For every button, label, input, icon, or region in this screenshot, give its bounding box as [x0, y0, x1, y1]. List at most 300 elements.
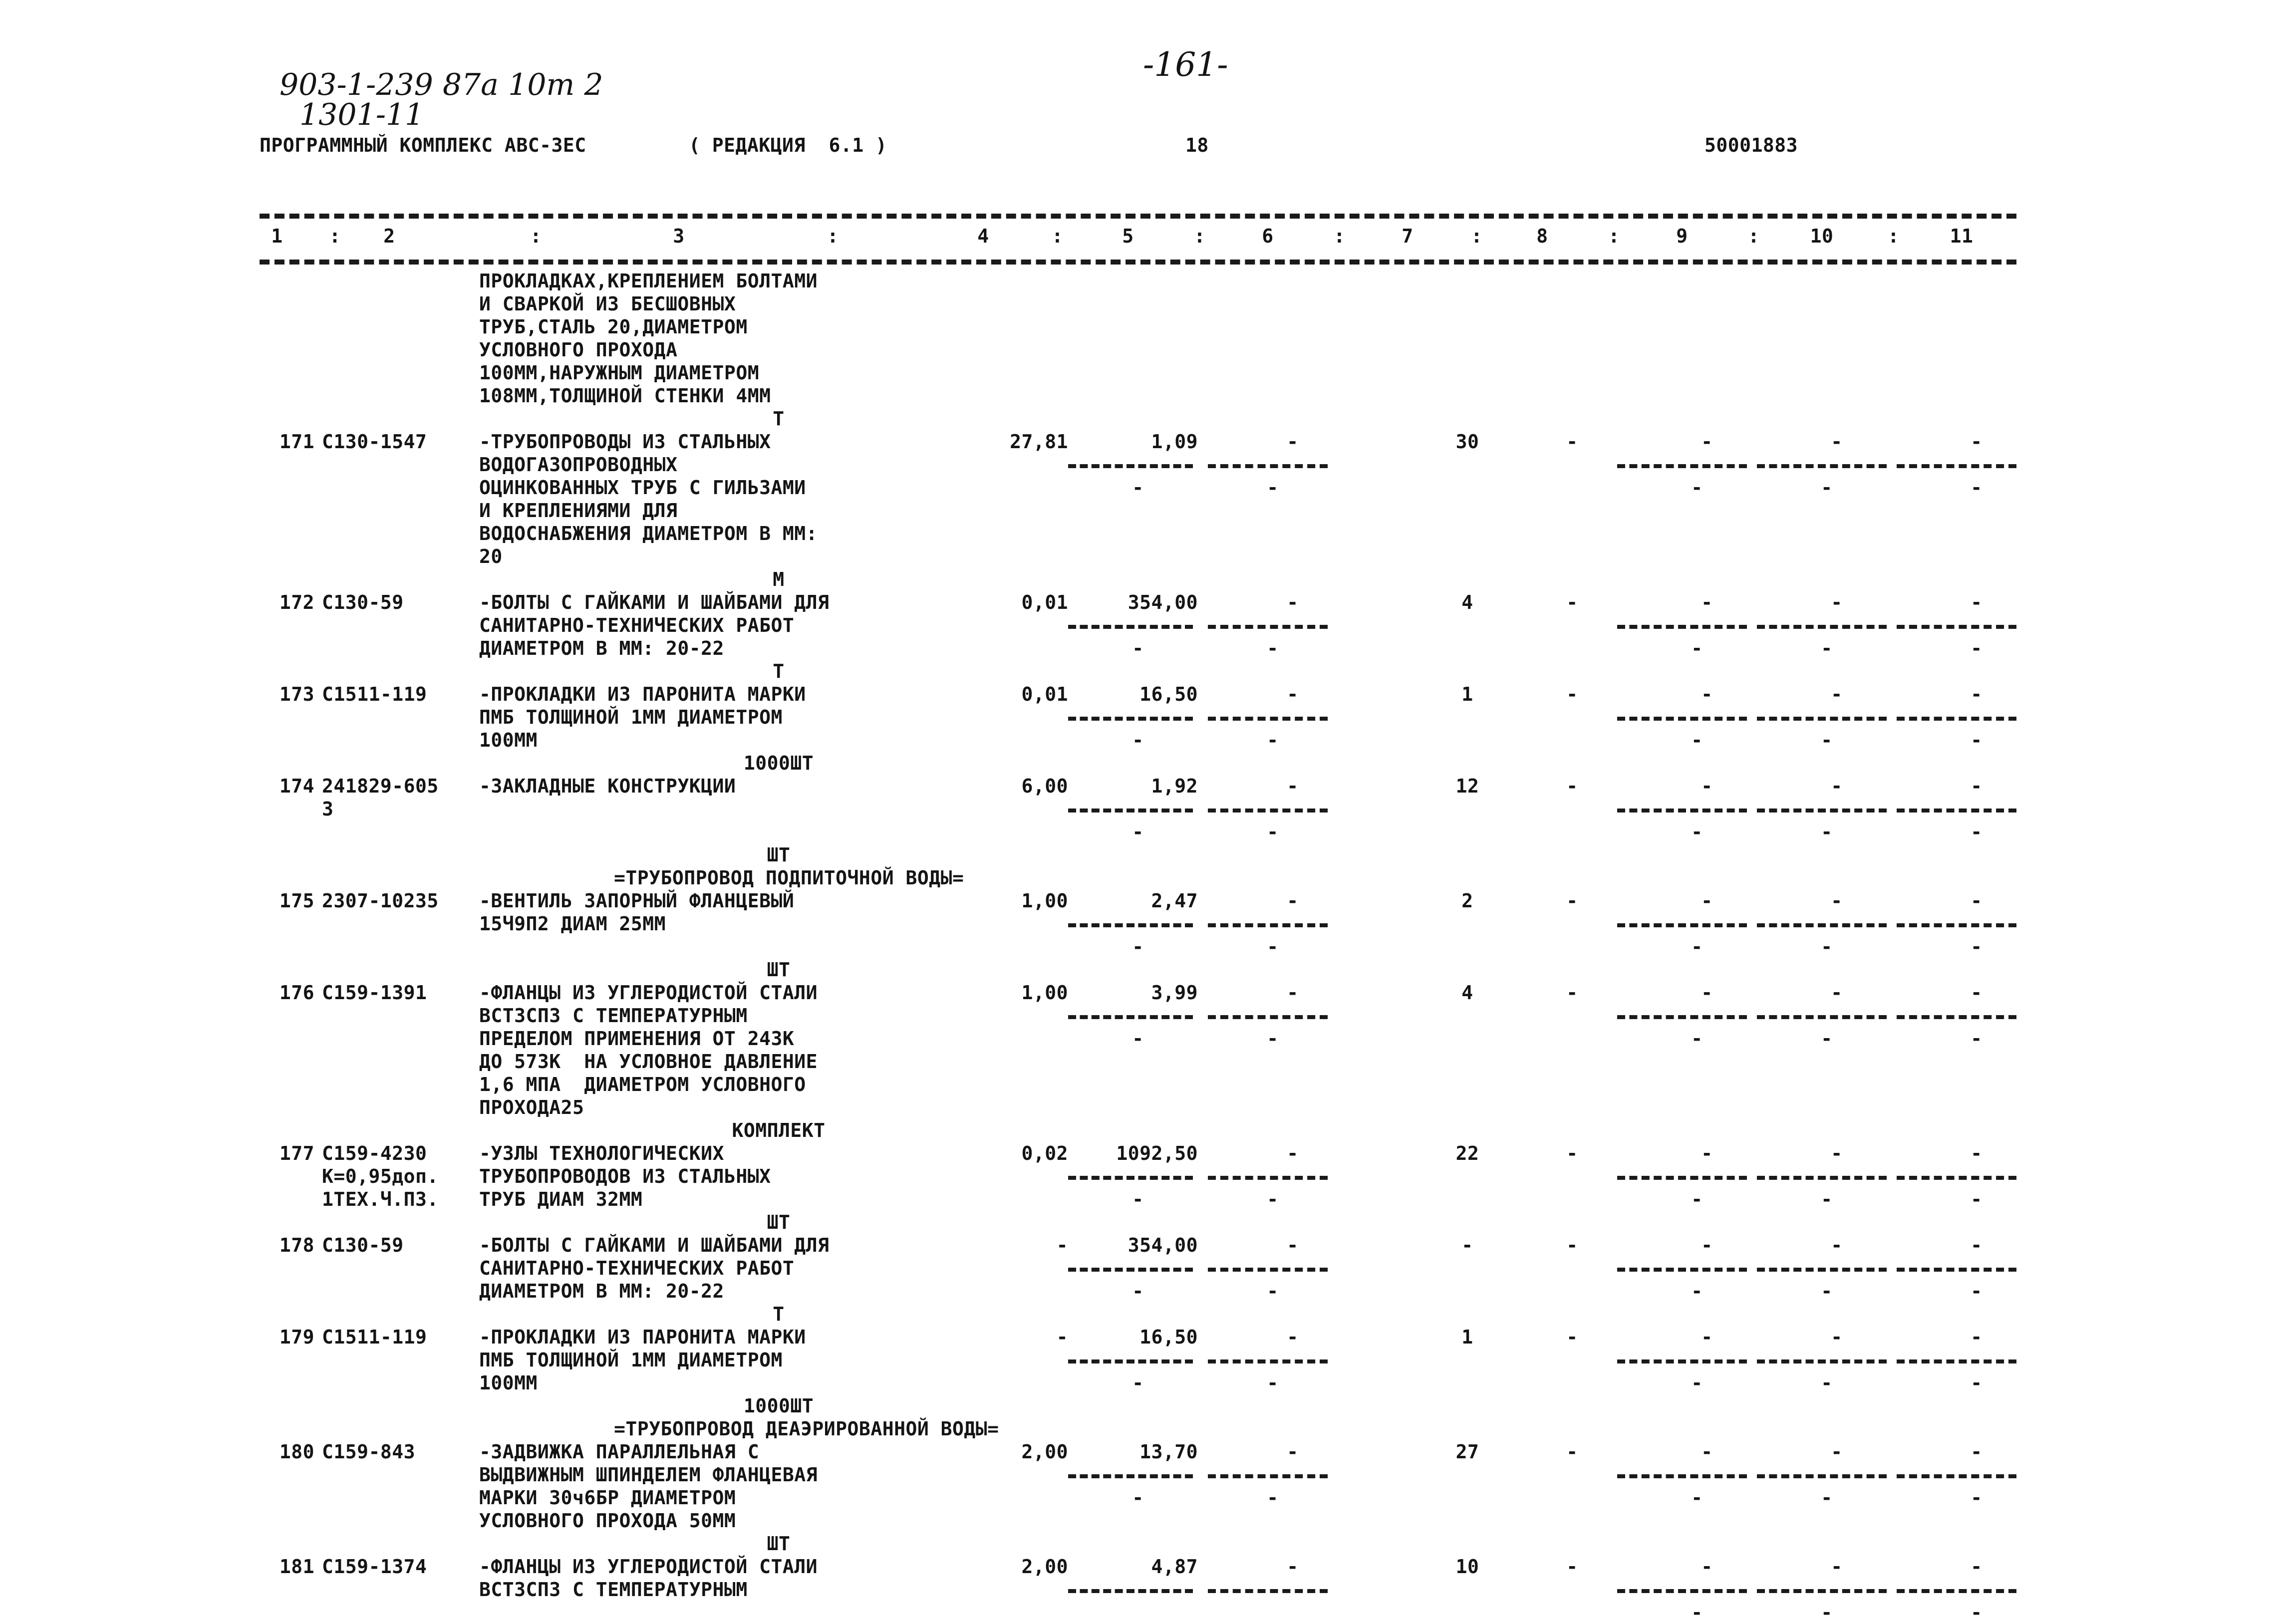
value-col7: 4 — [1461, 591, 1473, 613]
row-number: 171 — [279, 431, 314, 453]
value-col7: 4 — [1461, 982, 1473, 1004]
column-number: 6 — [1262, 225, 1274, 247]
value-col9: - — [1701, 431, 1713, 453]
value-col9: - — [1701, 775, 1713, 797]
column-separator: : — [827, 225, 839, 247]
section-heading: =ТРУБОПРОВОД ДЕАЭРИРОВАННОЙ ВОДЫ= — [614, 1418, 999, 1440]
description-line: ОЦИНКОВАННЫХ ТРУБ С ГИЛЬЗАМИ — [479, 477, 806, 499]
subtotal-rule — [1757, 1589, 1887, 1593]
value-col10: - — [1831, 775, 1843, 797]
sheet-number: 18 — [1185, 134, 1209, 156]
subtotal-rule — [1757, 717, 1887, 721]
lower-value-col5: - — [1132, 1280, 1144, 1302]
description-line: -ПРОКЛАДКИ ИЗ ПАРОНИТА МАРКИ — [479, 1326, 806, 1348]
value-col6: - — [1287, 1326, 1299, 1348]
unit-price: 1,92 — [1151, 775, 1198, 797]
description-line: ВЫДВИЖНЫМ ШПИНДЕЛЕМ ФЛАНЦЕВАЯ — [479, 1464, 818, 1486]
lower-value-col5: - — [1132, 729, 1144, 751]
lower-value-col9: - — [1691, 1487, 1703, 1509]
subtotal-rule — [1208, 1176, 1328, 1180]
subtotal-rule — [1897, 717, 2016, 721]
value-col11: - — [1971, 431, 1983, 453]
value-col10: - — [1831, 1556, 1843, 1578]
value-col8: - — [1566, 591, 1578, 613]
subtotal-rule — [1757, 1176, 1887, 1180]
value-col7: 22 — [1455, 1142, 1479, 1164]
program-edition: ( РЕДАКЦИЯ 6.1 ) — [689, 134, 887, 156]
lower-value-col10: - — [1821, 936, 1833, 958]
lower-value-col11: - — [1971, 1188, 1983, 1210]
value-col6: - — [1287, 1556, 1299, 1578]
lower-value-col9: - — [1691, 637, 1703, 659]
row-number: 179 — [279, 1326, 314, 1348]
description-line: ТРУБОПРОВОДОВ ИЗ СТАЛЬНЫХ — [479, 1165, 771, 1187]
subtotal-rule — [1757, 1359, 1887, 1363]
value-col9: - — [1701, 1142, 1713, 1164]
value-col6: - — [1287, 1234, 1299, 1256]
subtotal-rule — [1068, 1359, 1193, 1363]
value-col7: 2 — [1461, 890, 1473, 912]
lower-value-col6: - — [1267, 637, 1279, 659]
value-col11: - — [1971, 1556, 1983, 1578]
unit-price: 1,09 — [1151, 431, 1198, 453]
value-col6: - — [1287, 1142, 1299, 1164]
row-number: 177 — [279, 1142, 314, 1164]
description-line: ВСТ3СП3 С ТЕМПЕРАТУРНЫМ — [479, 1579, 748, 1601]
value-col6: - — [1287, 890, 1299, 912]
subtotal-rule — [1208, 1359, 1328, 1363]
subtotal-rule — [1617, 1015, 1747, 1019]
lower-value-col11: - — [1971, 729, 1983, 751]
lower-value-col6: - — [1267, 1280, 1279, 1302]
unit-of-measure: ШТ — [767, 959, 791, 981]
column-number: 10 — [1810, 225, 1834, 247]
lower-value-col9: - — [1691, 1028, 1703, 1050]
unit-of-measure: М — [773, 568, 785, 590]
subtotal-rule — [1068, 1474, 1193, 1478]
value-col7: - — [1461, 1234, 1473, 1256]
subtotal-rule — [1068, 717, 1193, 721]
resource-code: С159-1374 — [322, 1556, 427, 1578]
value-col9: - — [1701, 1326, 1713, 1348]
lower-value-col10: - — [1821, 1188, 1833, 1210]
description-line: 108ММ,ТОЛЩИНОЙ СТЕНКИ 4ММ — [479, 385, 771, 407]
subtotal-rule — [1617, 1359, 1747, 1363]
value-col9: - — [1701, 1556, 1713, 1578]
subtotal-rule — [1757, 1015, 1887, 1019]
resource-code: 3 — [322, 798, 334, 820]
column-number: 8 — [1536, 225, 1548, 247]
value-col10: - — [1831, 1142, 1843, 1164]
quantity: 1,00 — [1021, 890, 1068, 912]
subtotal-rule — [1068, 809, 1193, 812]
column-number: 11 — [1950, 225, 1974, 247]
lower-value-col10: - — [1821, 1487, 1833, 1509]
description-line: МАРКИ 30ч6БР ДИАМЕТРОМ — [479, 1487, 736, 1509]
lower-value-col5: - — [1132, 936, 1144, 958]
quantity: - — [1056, 1326, 1068, 1348]
row-number: 175 — [279, 890, 314, 912]
program-name: ПРОГРАММНЫЙ КОМПЛЕКС АВС-3ЕС — [260, 134, 586, 156]
row-number: 176 — [279, 982, 314, 1004]
value-col9: - — [1701, 890, 1713, 912]
value-col9: - — [1701, 1234, 1713, 1256]
subtotal-rule — [1897, 1268, 2016, 1272]
resource-code: К=0,95доп. — [322, 1165, 439, 1187]
column-separator: : — [329, 225, 341, 247]
lower-value-col9: - — [1691, 729, 1703, 751]
value-col10: - — [1831, 890, 1843, 912]
unit-price: 13,70 — [1139, 1441, 1198, 1463]
unit-of-measure: 1000ШТ — [743, 1395, 814, 1417]
column-separator: : — [1194, 225, 1206, 247]
lower-value-col10: - — [1821, 1372, 1833, 1394]
value-col10: - — [1831, 1326, 1843, 1348]
value-col7: 10 — [1455, 1556, 1479, 1578]
description-line: -ТРУБОПРОВОДЫ ИЗ СТАЛЬНЫХ — [479, 431, 771, 453]
row-number: 174 — [279, 775, 314, 797]
lower-value-col11: - — [1971, 477, 1983, 499]
subtotal-rule — [1897, 1015, 2016, 1019]
value-col9: - — [1701, 683, 1713, 705]
lower-value-col5: - — [1132, 1028, 1144, 1050]
lower-value-col10: - — [1821, 1280, 1833, 1302]
value-col8: - — [1566, 431, 1578, 453]
value-col8: - — [1566, 1326, 1578, 1348]
resource-code: 1ТЕХ.Ч.П3. — [322, 1188, 439, 1210]
column-number: 7 — [1402, 225, 1414, 247]
subtotal-rule — [1897, 1589, 2016, 1593]
resource-code: С159-1391 — [322, 982, 427, 1004]
lower-value-col11: - — [1971, 1602, 1983, 1624]
subtotal-rule — [1208, 1268, 1328, 1272]
subtotal-rule — [1617, 1268, 1747, 1272]
lower-value-col9: - — [1691, 936, 1703, 958]
subtotal-rule — [1068, 1176, 1193, 1180]
lower-value-col10: - — [1821, 729, 1833, 751]
lower-value-col9: - — [1691, 1188, 1703, 1210]
row-number: 181 — [279, 1556, 314, 1578]
description-line: ТРУБ ДИАМ 32ММ — [479, 1188, 643, 1210]
value-col8: - — [1566, 775, 1578, 797]
lower-value-col6: - — [1267, 1188, 1279, 1210]
value-col8: - — [1566, 982, 1578, 1004]
resource-code: 241829-605 — [322, 775, 439, 797]
description-line: ДИАМЕТРОМ В ММ: 20-22 — [479, 637, 724, 659]
description-line: ПРОКЛАДКАХ,КРЕПЛЕНИЕМ БОЛТАМИ — [479, 270, 818, 292]
lower-value-col5: - — [1132, 1487, 1144, 1509]
description-line: ПРЕДЕЛОМ ПРИМЕНЕНИЯ ОТ 243К — [479, 1028, 795, 1050]
handwritten-reference: 903-1-239 87a 10т 2 — [280, 67, 603, 102]
unit-of-measure: 1000ШТ — [743, 752, 814, 774]
value-col9: - — [1701, 591, 1713, 613]
resource-code: С130-1547 — [322, 431, 427, 453]
description-line: УСЛОВНОГО ПРОХОДА 50ММ — [479, 1510, 736, 1532]
description-line: САНИТАРНО-ТЕХНИЧЕСКИХ РАБОТ — [479, 1257, 795, 1279]
value-col6: - — [1287, 1441, 1299, 1463]
subtotal-rule — [1897, 923, 2016, 927]
resource-code: С159-4230 — [322, 1142, 427, 1164]
quantity: 0,01 — [1021, 591, 1068, 613]
quantity: 0,02 — [1021, 1142, 1068, 1164]
lower-value-col10: - — [1821, 1028, 1833, 1050]
quantity: 1,00 — [1021, 982, 1068, 1004]
row-number: 172 — [279, 591, 314, 613]
subtotal-rule — [1208, 923, 1328, 927]
value-col8: - — [1566, 1556, 1578, 1578]
resource-code: С130-59 — [322, 591, 404, 613]
resource-code: С1511-119 — [322, 683, 427, 705]
unit-price: 2,47 — [1151, 890, 1198, 912]
value-col9: - — [1701, 1441, 1713, 1463]
description-line: 100ММ — [479, 1372, 538, 1394]
lower-value-col9: - — [1691, 477, 1703, 499]
lower-value-col11: - — [1971, 1028, 1983, 1050]
subtotal-rule — [1897, 625, 2016, 629]
lower-value-col6: - — [1267, 477, 1279, 499]
section-heading: =ТРУБОПРОВОД ПОДПИТОЧНОЙ ВОДЫ= — [614, 867, 964, 889]
description-line: ПМБ ТОЛЩИНОЙ 1ММ ДИАМЕТРОМ — [479, 1349, 783, 1371]
unit-price: 1092,50 — [1116, 1142, 1198, 1164]
row-number: 180 — [279, 1441, 314, 1463]
lower-value-col10: - — [1821, 1602, 1833, 1624]
subtotal-rule — [1208, 809, 1328, 812]
value-col6: - — [1287, 683, 1299, 705]
resource-code: 2307-10235 — [322, 890, 439, 912]
unit-price: 3,99 — [1151, 982, 1198, 1004]
value-col8: - — [1566, 1142, 1578, 1164]
subtotal-rule — [1208, 625, 1328, 629]
value-col8: - — [1566, 683, 1578, 705]
header-rule-bottom — [260, 260, 2016, 265]
description-line: -ЗАДВИЖКА ПАРАЛЛЕЛЬНАЯ С — [479, 1441, 760, 1463]
lower-value-col9: - — [1691, 1280, 1703, 1302]
quantity: 2,00 — [1021, 1556, 1068, 1578]
subtotal-rule — [1617, 809, 1747, 812]
lower-value-col6: - — [1267, 936, 1279, 958]
lower-value-col5: - — [1132, 477, 1144, 499]
value-col7: 1 — [1461, 683, 1473, 705]
unit-price: 4,87 — [1151, 1556, 1198, 1578]
column-number: 2 — [383, 225, 395, 247]
unit-price: 16,50 — [1139, 683, 1198, 705]
resource-code: С159-843 — [322, 1441, 416, 1463]
description-line: -ФЛАНЦЫ ИЗ УГЛЕРОДИСТОЙ СТАЛИ — [479, 1556, 818, 1578]
subtotal-rule — [1208, 464, 1328, 468]
lower-value-col6: - — [1267, 1487, 1279, 1509]
lower-value-col5: - — [1132, 1188, 1144, 1210]
description-line: 100ММ,НАРУЖНЫМ ДИАМЕТРОМ — [479, 362, 760, 384]
lower-value-col11: - — [1971, 936, 1983, 958]
unit-of-measure: Т — [773, 408, 785, 430]
subtotal-rule — [1068, 923, 1193, 927]
subtotal-rule — [1617, 625, 1747, 629]
value-col11: - — [1971, 775, 1983, 797]
unit-price: 354,00 — [1128, 591, 1198, 613]
description-line: -ВЕНТИЛЬ ЗАПОРНЫЙ ФЛАНЦЕВЫЙ — [479, 890, 795, 912]
description-line: -ФЛАНЦЫ ИЗ УГЛЕРОДИСТОЙ СТАЛИ — [479, 982, 818, 1004]
description-line: ДИАМЕТРОМ В ММ: 20-22 — [479, 1280, 724, 1302]
quantity: 6,00 — [1021, 775, 1068, 797]
column-separator: : — [1608, 225, 1620, 247]
description-line: 100ММ — [479, 729, 538, 751]
unit-of-measure: ШТ — [767, 844, 791, 866]
subtotal-rule — [1897, 1359, 2016, 1363]
value-col7: 12 — [1455, 775, 1479, 797]
lower-value-col10: - — [1821, 477, 1833, 499]
column-separator: : — [1052, 225, 1064, 247]
subtotal-rule — [1208, 1015, 1328, 1019]
lower-value-col11: - — [1971, 1372, 1983, 1394]
lower-value-col9: - — [1691, 1602, 1703, 1624]
lower-value-col10: - — [1821, 637, 1833, 659]
value-col9: - — [1701, 982, 1713, 1004]
subtotal-rule — [1208, 717, 1328, 721]
document-code: 50001883 — [1704, 134, 1798, 156]
lower-value-col5: - — [1132, 1372, 1144, 1394]
value-col11: - — [1971, 591, 1983, 613]
value-col10: - — [1831, 431, 1843, 453]
subtotal-rule — [1068, 1015, 1193, 1019]
description-line: ТРУБ,СТАЛЬ 20,ДИАМЕТРОМ — [479, 316, 748, 338]
description-line: И КРЕПЛЕНИЯМИ ДЛЯ — [479, 500, 678, 522]
description-line: И СВАРКОЙ ИЗ БЕСШОВНЫХ — [479, 293, 736, 315]
lower-value-col6: - — [1267, 1028, 1279, 1050]
value-col10: - — [1831, 1234, 1843, 1256]
subtotal-rule — [1068, 625, 1193, 629]
lower-value-col11: - — [1971, 1280, 1983, 1302]
description-line: УСЛОВНОГО ПРОХОДА — [479, 339, 678, 361]
column-separator: : — [530, 225, 542, 247]
value-col10: - — [1831, 591, 1843, 613]
subtotal-rule — [1757, 625, 1887, 629]
unit-of-measure: Т — [773, 660, 785, 682]
subtotal-rule — [1617, 1589, 1747, 1593]
lower-value-col6: - — [1267, 821, 1279, 843]
description-line: ВСТ3СП3 С ТЕМПЕРАТУРНЫМ — [479, 1005, 748, 1027]
description-line: САНИТАРНО-ТЕХНИЧЕСКИХ РАБОТ — [479, 614, 795, 636]
lower-value-col9: - — [1691, 821, 1703, 843]
lower-value-col5: - — [1132, 637, 1144, 659]
lower-value-col6: - — [1267, 1372, 1279, 1394]
lower-value-col11: - — [1971, 821, 1983, 843]
value-col7: 30 — [1455, 431, 1479, 453]
value-col6: - — [1287, 775, 1299, 797]
value-col7: 27 — [1455, 1441, 1479, 1463]
description-line: -БОЛТЫ С ГАЙКАМИ И ШАЙБАМИ ДЛЯ — [479, 1234, 830, 1256]
unit-price: 354,00 — [1128, 1234, 1198, 1256]
subtotal-rule — [1757, 1474, 1887, 1478]
subtotal-rule — [1617, 1176, 1747, 1180]
value-col6: - — [1287, 591, 1299, 613]
value-col7: 1 — [1461, 1326, 1473, 1348]
value-col11: - — [1971, 1234, 1983, 1256]
row-number: 178 — [279, 1234, 314, 1256]
description-line: -БОЛТЫ С ГАЙКАМИ И ШАЙБАМИ ДЛЯ — [479, 591, 830, 613]
subtotal-rule — [1897, 464, 2016, 468]
subtotal-rule — [1897, 1474, 2016, 1478]
column-number: 9 — [1676, 225, 1688, 247]
column-separator: : — [1334, 225, 1346, 247]
header-rule-top — [260, 214, 2016, 219]
value-col11: - — [1971, 1142, 1983, 1164]
column-number: 4 — [977, 225, 989, 247]
subtotal-rule — [1617, 717, 1747, 721]
subtotal-rule — [1757, 809, 1887, 812]
value-col11: - — [1971, 683, 1983, 705]
column-number: 5 — [1122, 225, 1134, 247]
unit-of-measure: ШТ — [767, 1211, 791, 1233]
unit-of-measure: КОМПЛЕКТ — [732, 1119, 826, 1141]
value-col11: - — [1971, 890, 1983, 912]
page-number: -161- — [1143, 45, 1228, 84]
lower-value-col11: - — [1971, 1487, 1983, 1509]
lower-value-col6: - — [1267, 729, 1279, 751]
column-separator: : — [1748, 225, 1760, 247]
quantity: 2,00 — [1021, 1441, 1068, 1463]
subtotal-rule — [1068, 1589, 1193, 1593]
lower-value-col11: - — [1971, 637, 1983, 659]
column-separator: : — [1888, 225, 1900, 247]
value-col10: - — [1831, 683, 1843, 705]
description-line: -ЗАКЛАДНЫЕ КОНСТРУКЦИИ — [479, 775, 736, 797]
description-line: ПМБ ТОЛЩИНОЙ 1ММ ДИАМЕТРОМ — [479, 706, 783, 728]
description-line: 1,6 МПА ДИАМЕТРОМ УСЛОВНОГО — [479, 1074, 806, 1095]
subtotal-rule — [1617, 1474, 1747, 1478]
subtotal-rule — [1757, 923, 1887, 927]
column-number: 1 — [271, 225, 283, 247]
unit-price: 16,50 — [1139, 1326, 1198, 1348]
value-col11: - — [1971, 1441, 1983, 1463]
subtotal-rule — [1897, 1176, 2016, 1180]
resource-code: С1511-119 — [322, 1326, 427, 1348]
subtotal-rule — [1897, 809, 2016, 812]
unit-of-measure: ШТ — [767, 1533, 791, 1555]
subtotal-rule — [1068, 1268, 1193, 1272]
subtotal-rule — [1208, 1589, 1328, 1593]
subtotal-rule — [1617, 464, 1747, 468]
quantity: 0,01 — [1021, 683, 1068, 705]
value-col11: - — [1971, 1326, 1983, 1348]
column-number: 3 — [673, 225, 685, 247]
description-line: ДО 573К НА УСЛОВНОЕ ДАВЛЕНИЕ — [479, 1051, 818, 1073]
resource-code: С130-59 — [322, 1234, 404, 1256]
subtotal-rule — [1757, 464, 1887, 468]
description-line: -УЗЛЫ ТЕХНОЛОГИЧЕСКИХ — [479, 1142, 724, 1164]
subtotal-rule — [1068, 464, 1193, 468]
subtotal-rule — [1617, 923, 1747, 927]
description-line: ПРОХОДА25 — [479, 1096, 584, 1118]
description-line: 15Ч9П2 ДИАМ 25ММ — [479, 913, 666, 935]
description-line: ВОДОГАЗОПРОВОДНЫХ — [479, 454, 678, 476]
quantity: 27,81 — [1010, 431, 1068, 453]
subtotal-rule — [1208, 1474, 1328, 1478]
value-col6: - — [1287, 982, 1299, 1004]
value-col8: - — [1566, 1441, 1578, 1463]
value-col10: - — [1831, 982, 1843, 1004]
lower-value-col9: - — [1691, 1372, 1703, 1394]
unit-of-measure: Т — [773, 1303, 785, 1325]
value-col10: - — [1831, 1441, 1843, 1463]
quantity: - — [1056, 1234, 1068, 1256]
row-number: 173 — [279, 683, 314, 705]
lower-value-col5: - — [1132, 821, 1144, 843]
value-col11: - — [1971, 982, 1983, 1004]
value-col6: - — [1287, 431, 1299, 453]
lower-value-col10: - — [1821, 821, 1833, 843]
subtotal-rule — [1757, 1268, 1887, 1272]
value-col8: - — [1566, 890, 1578, 912]
